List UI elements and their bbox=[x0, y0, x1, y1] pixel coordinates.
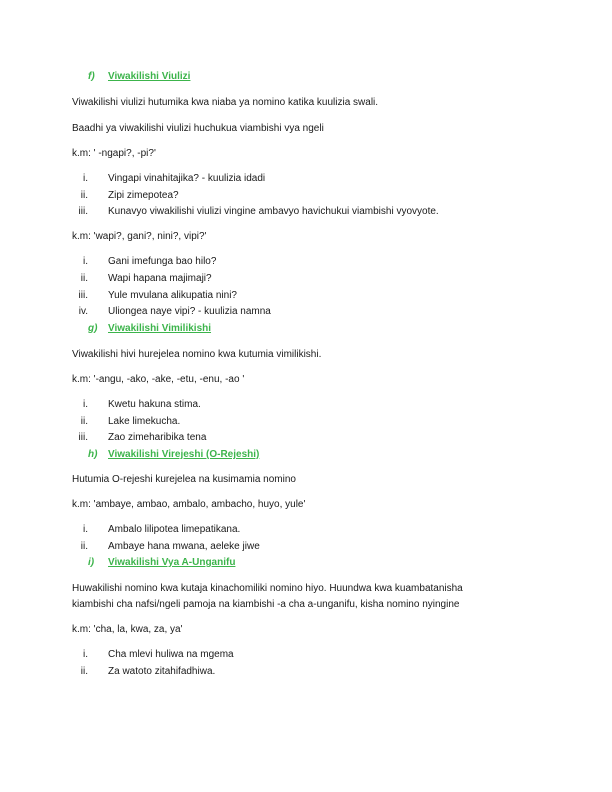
example-line: k.m: 'wapi?, gani?, nini?, vipi?' bbox=[72, 231, 207, 242]
list-number: ii. bbox=[80, 416, 88, 427]
paragraph: kiambishi cha nafsi/ngeli pamoja na kiambishi -a cha a-unganifu, kisha nomino nyingine bbox=[72, 599, 460, 610]
paragraph: Baadhi ya viwakilishi viulizi huchukua viambishi vya ngeli bbox=[72, 123, 324, 134]
list-number: ii. bbox=[80, 273, 88, 284]
example-line: k.m: ' -ngapi?, -pi?' bbox=[72, 148, 156, 159]
list-item: Uliongea naye vipi? - kuulizia namna bbox=[108, 306, 271, 317]
list-item: Wapi hapana majimaji? bbox=[108, 273, 212, 284]
section-heading: Viwakilishi Vya A-Unganifu bbox=[108, 557, 236, 568]
list-item: Zipi zimepotea? bbox=[108, 190, 179, 201]
section-heading: Viwakilishi Viulizi bbox=[108, 71, 191, 82]
list-number: iii. bbox=[78, 432, 88, 443]
list-number: i. bbox=[83, 399, 88, 410]
list-number: i. bbox=[83, 649, 88, 660]
example-line: k.m: 'ambaye, ambao, ambalo, ambacho, huyo, yule' bbox=[72, 499, 306, 510]
list-number: i. bbox=[83, 256, 88, 267]
list-number: iii. bbox=[78, 290, 88, 301]
list-number: iii. bbox=[78, 206, 88, 217]
list-item: Kwetu hakuna stima. bbox=[108, 399, 201, 410]
list-number: i. bbox=[83, 173, 88, 184]
paragraph: Viwakilishi viulizi hutumika kwa niaba ya nomino katika kuulizia swali. bbox=[72, 97, 379, 108]
example-line: k.m: 'cha, la, kwa, za, ya' bbox=[72, 624, 183, 635]
section-heading: Viwakilishi Virejeshi (O-Rejeshi) bbox=[108, 449, 260, 460]
list-number: ii. bbox=[80, 666, 88, 677]
section-marker: h) bbox=[88, 449, 98, 460]
list-item: Gani imefunga bao hilo? bbox=[108, 256, 217, 267]
list-item: Cha mlevi huliwa na mgema bbox=[108, 649, 234, 660]
list-number: i. bbox=[83, 524, 88, 535]
list-item: Kunavyo viwakilishi viulizi vingine ambavyo havichukui viambishi vyovyote. bbox=[108, 206, 439, 217]
section-marker: i) bbox=[88, 557, 95, 568]
list-item: Ambaye hana mwana, aeleke jiwe bbox=[108, 541, 260, 552]
list-item: Vingapi vinahitajika? - kuulizia idadi bbox=[108, 173, 266, 184]
list-item: Yule mvulana alikupatia nini? bbox=[108, 290, 237, 301]
example-line: k.m: '-angu, -ako, -ake, -etu, -enu, -ao ' bbox=[72, 374, 245, 385]
list-item: Zao zimeharibika tena bbox=[108, 432, 207, 443]
list-item: Lake limekucha. bbox=[108, 416, 181, 427]
list-number: iv. bbox=[78, 306, 88, 317]
section-heading: Viwakilishi Vimilikishi bbox=[108, 323, 212, 334]
list-number: ii. bbox=[80, 541, 88, 552]
list-item: Za watoto zitahifadhiwa. bbox=[108, 666, 216, 677]
section-marker: f) bbox=[88, 71, 95, 82]
list-item: Ambalo lilipotea limepatikana. bbox=[108, 524, 241, 535]
section-marker: g) bbox=[88, 323, 98, 334]
paragraph: Huwakilishi nomino kwa kutaja kinachomiliki nomino hiyo. Huundwa kwa kuambatanisha bbox=[72, 583, 463, 594]
paragraph: Viwakilishi hivi hurejelea nomino kwa kutumia vimilikishi. bbox=[72, 349, 322, 360]
list-number: ii. bbox=[80, 190, 88, 201]
paragraph: Hutumia O-rejeshi kurejelea na kusimamia nomino bbox=[72, 474, 296, 485]
